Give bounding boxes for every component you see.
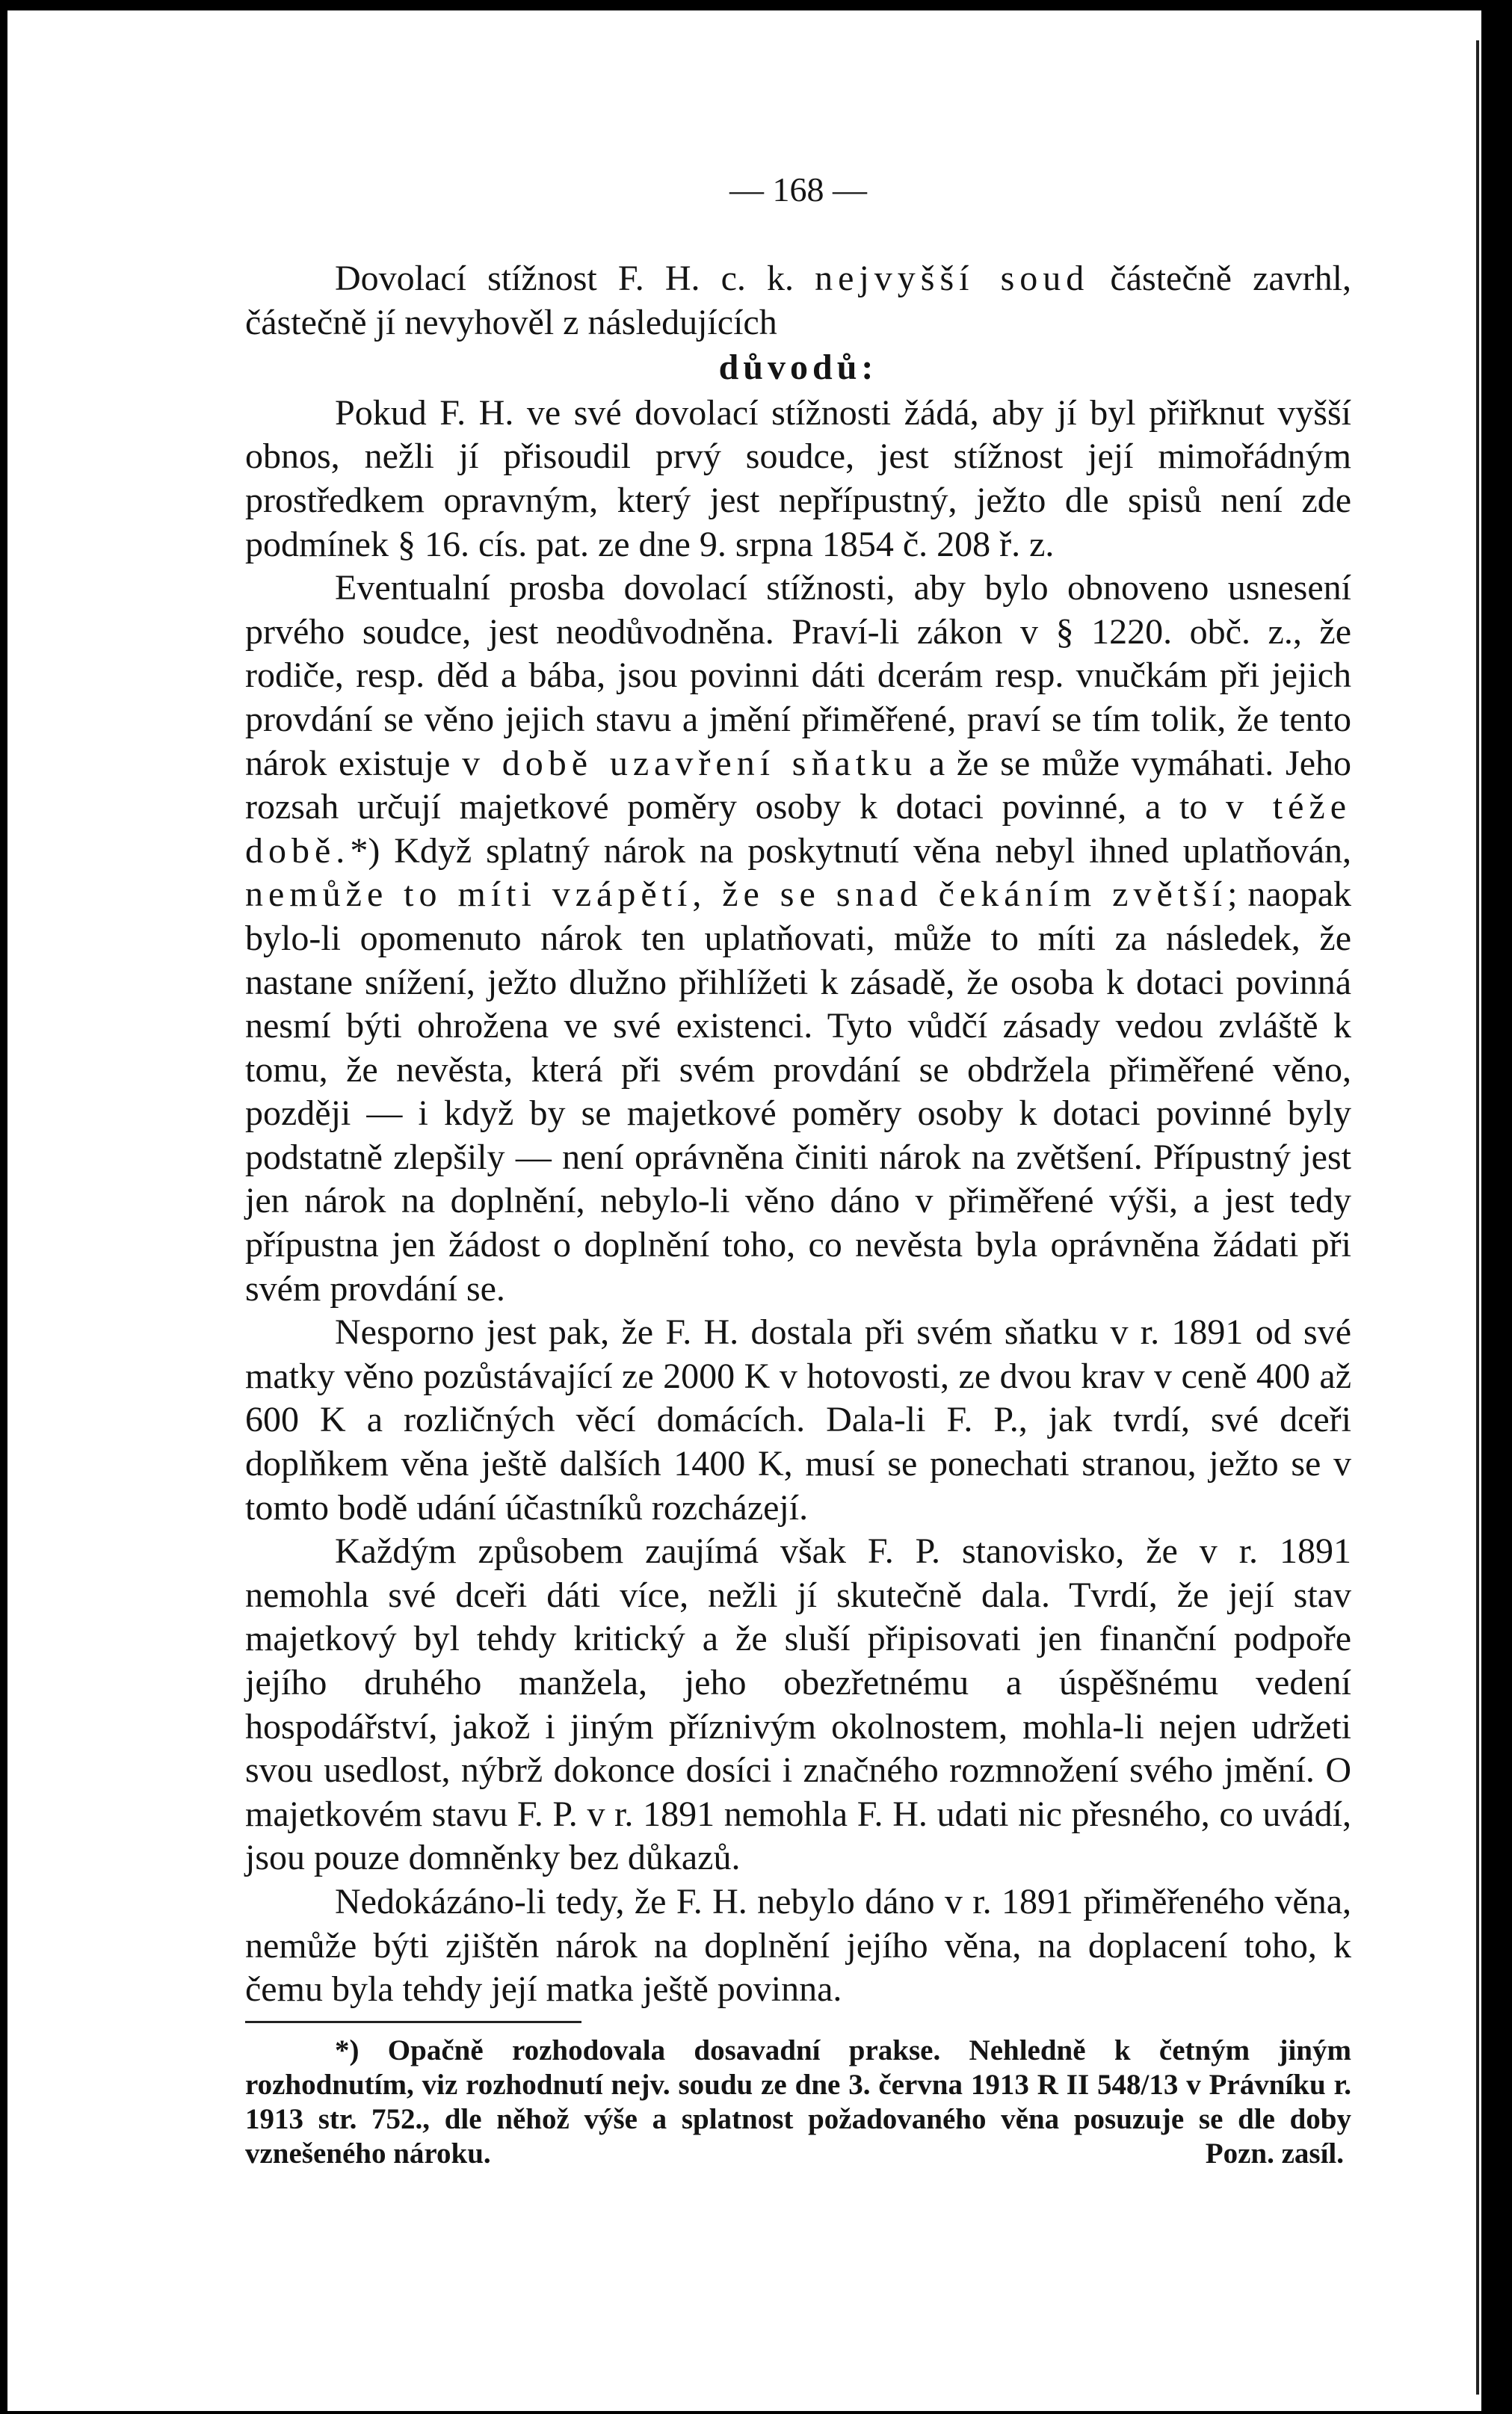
paragraph-5: Nedokázáno-li tedy, že F. H. nebylo dáno v r. 1891 přiměřeného věna, nemůže býti zjištěn nárok na doplnění jejího věna, na doplacení toho, k čemu byla tehdy její matka ještě povinna.: [245, 1881, 1351, 2010]
book-page: [7, 10, 1481, 2411]
court-name: nejvyšší soud: [815, 259, 1090, 298]
page-text: [245, 167, 1351, 2171]
paragraph-3: Nesporno jest pak, že F. H. dostala při svém sňatku v r. 1891 od své matky věno pozůstávající ze 2000 K v hotovosti, ze dvou krav v ceně 400 až 600 K a rozličných věcí domácích. Dala-li F. P., jak tvrdí, své dceři doplňkem věna ještě dalších 1400 K, musí se ponechati stranou, ježto se v tomto bodě udání účastníků rozcházejí.: [245, 1312, 1351, 1528]
intro-paragraph: Dovolací stížnost F. H. c. k. nejvyšší soud částečně zavrhl, částečně jí nevyhověl z následujících: [245, 259, 1352, 342]
section-heading: důvodů:: [718, 348, 878, 388]
paragraph-4: Každým způsobem zaujímá však F. P. stanovisko, že v r. 1891 nemohla své dceři dáti více, nežli jí skutečně dala. Tvrdí, že její stav majetkový byl tehdy kritický a že sluší připisovati jen finanční podpoře jejího druhého manžela, jeho obezřetnému a úspěšnému vedení hospodářství, jakož i jiným příznivým okolnostem, mohla-li nejen udržeti svou usedlost, nýbrž dokonce dosíci i značného rozmnožení svého jmění. O majetkovém stavu F. P. v r. 1891 nemohla F. H. udati nic přesného, co uvádí, jsou pouze domněnky bez důkazů.: [245, 1531, 1351, 1878]
emphasis-2: v téže době.: [245, 787, 1351, 871]
footnote: *) Opačně rozhodovala dosavadní prakse. Nehledně k četným jiným rozhodnutím, viz rozhodnutí nejv. soudu ze dne 3. června 1913 R II 548/13 v Právníku r. 1913 str. 752., dle něhož výše a splatnost požadovaného věna posuzuje se dle doby vznešeného nároku. Pozn. zasíl.: [245, 2034, 1351, 2170]
paragraph-1: Pokud F. H. ve své dovolací stížnosti žádá, aby jí byl přiřknut vyšší obnos, nežli jí přisoudil prvý soudce, jest stížnost její mimořádným prostředkem opravným, který jest nepřípustný, ježto dle spisů není zde podmínek § 16. cís. pat. ze dne 9. srpna 1854 č. 208 ř. z.: [245, 392, 1351, 564]
page-number: — 168 —: [729, 170, 867, 209]
emphasis-1: v době uzavření sňatku: [462, 743, 918, 783]
emphasis-3: nemůže to míti vzápětí, že se snad čekáním zvětší: [245, 874, 1228, 915]
footnote-divider: [245, 2021, 581, 2023]
page-edge: [1474, 10, 1481, 2411]
paragraph-2: Eventualní prosba dovolací stížnosti, aby bylo obnoveno usnesení prvého soudce, jest neodůvodněna. Praví-li zákon v § 1220. obč. z., že rodiče, resp. děd a bába, jsou povinni dáti dcerám resp. vnučkám při jejich provdání se věno jejich stavu a jmění přiměřené, praví se tím tolik, že tento nárok existuje v době uzavření sňatku a že se může vymáhati. Jeho rozsah určují majetkové poměry osoby k dotaci povinné, a to v téže době.*) Když splatný nárok na poskytnutí věna nebyl ihned uplatňován, nemůže to míti vzápětí, že se snad čekáním zvětší; naopak bylo-li opomenuto nárok ten uplatňovati, může to míti za následek, že nastane snížení, ježto dlužno přihlížeti k zásadě, že osoba k dotaci povinná nesmí býti ohrožena ve své existenci. Tyto vůdčí zásady vedou zvláště k tomu, že nevěsta, která při svém provdání se obdržela přiměřené věno, později — i když by se majetkové poměry osoby k dotaci povinné byly podstatně zlepšily — není oprávněna činiti nárok na zvětšení. Přípustný jest jen nárok na doplnění, nebylo-li věno dáno v přiměřené výši, a jest tedy přípustna jen žádost o doplnění toho, co nevěsta byla oprávněna žádati při svém provdání se.: [245, 568, 1352, 1309]
footnote-signature: Pozn. zasíl.: [1205, 2137, 1344, 2170]
